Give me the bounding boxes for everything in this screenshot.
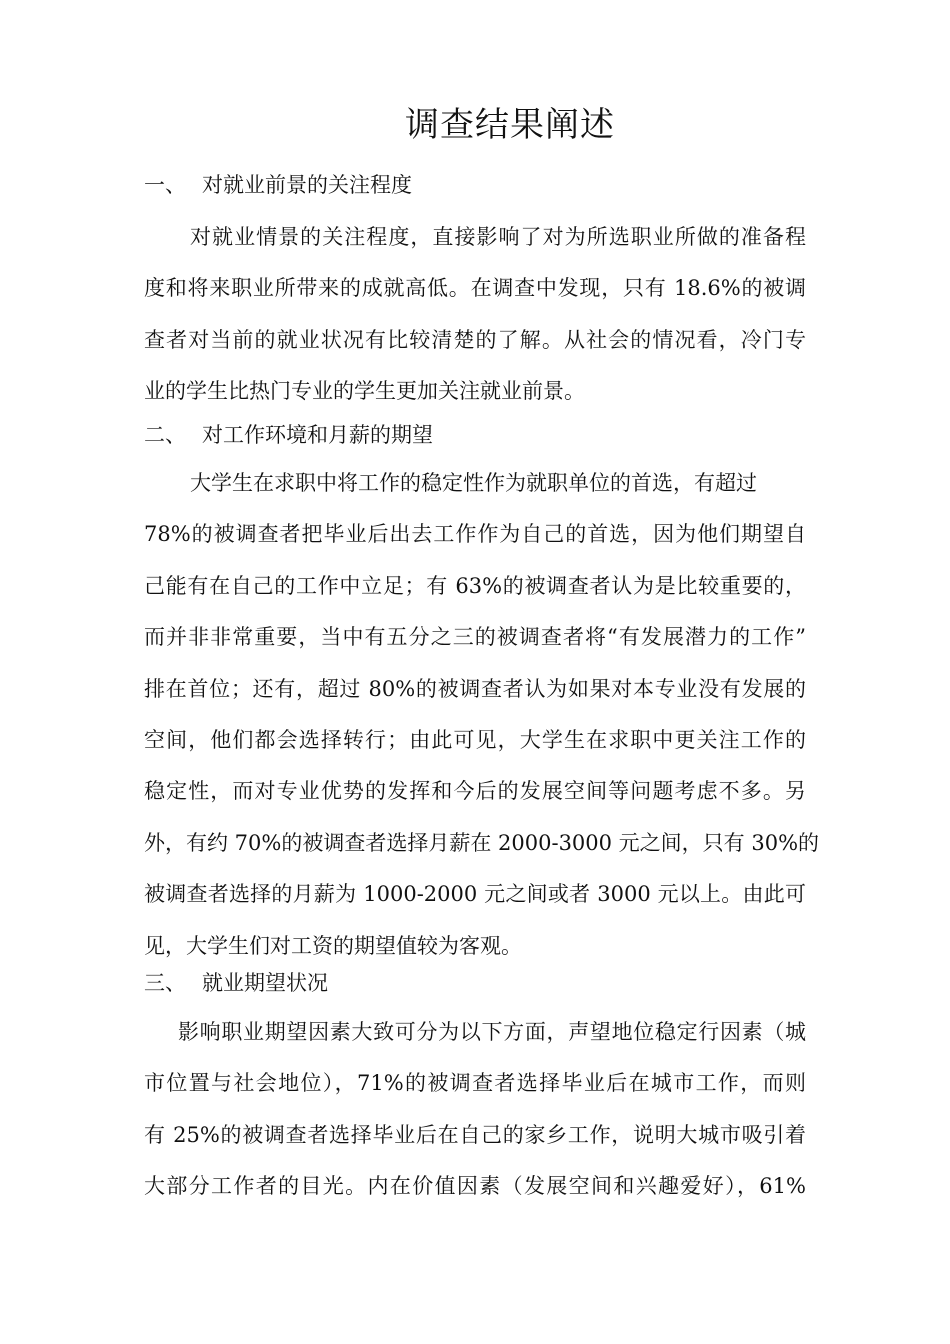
paragraph-line: 大部分工作者的目光。内在价值因素（发展空间和兴趣爱好），61% xyxy=(144,1174,806,1199)
paragraph-line: 影响职业期望因素大致可分为以下方面，声望地位稳定行因素（城 xyxy=(178,1020,806,1044)
paragraph-line: 查者对当前的就业状况有比较清楚的了解。从社会的情况看，冷门专 xyxy=(144,327,806,352)
paragraph-line: 见，大学生们对工资的期望值较为客观。 xyxy=(144,933,522,958)
section-number: 一、 xyxy=(144,173,186,197)
paragraph-line: 对就业情景的关注程度，直接影响了对为所选职业所做的准备程 xyxy=(190,225,806,249)
section-number: 三、 xyxy=(144,971,186,995)
section-number: 二、 xyxy=(144,423,186,447)
paragraph-line: 稳定性，而对专业优势的发挥和今后的发展空间等问题考虑不多。另 xyxy=(144,779,806,804)
paragraph-line: 被调查者选择的月薪为 1000-2000 元之间或者 3000 元以上。由此可 xyxy=(144,882,806,907)
section-heading-text: 对就业前景的关注程度 xyxy=(202,173,412,197)
paragraph-line: 而并非非常重要，当中有五分之三的被调查者将“有发展潜力的工作” xyxy=(144,625,806,650)
paragraph-line: 己能有在自己的工作中立足；有 63%的被调查者认为是比较重要的， xyxy=(144,573,806,598)
paragraph-line: 外，有约 70%的被调查者选择月薪在 2000-3000 元之间，只有 30%的 xyxy=(144,830,820,855)
paragraph-line: 大学生在求职中将工作的稳定性作为就职单位的首选，有超过 xyxy=(190,471,757,495)
section-heading-text: 就业期望状况 xyxy=(202,971,328,995)
paragraph-line: 业的学生比热门专业的学生更加关注就业前景。 xyxy=(144,379,585,404)
section-3-paragraph xyxy=(144,1007,806,1213)
paragraph-line: 78%的被调查者把毕业后出去工作作为自己的首选，因为他们期望自 xyxy=(144,522,806,547)
section-heading-1 xyxy=(144,170,412,200)
paragraph-line: 度和将来职业所带来的成就高低。在调查中发现，只有 18.6%的被调 xyxy=(144,276,806,301)
paragraph-line: 排在首位；还有，超过 80%的被调查者认为如果对本专业没有发展的 xyxy=(144,676,806,701)
section-heading-3 xyxy=(144,968,328,998)
section-2-paragraph xyxy=(144,458,820,972)
section-1-paragraph xyxy=(144,212,806,418)
document-title: 调查结果阐述 xyxy=(405,105,615,145)
section-heading-2 xyxy=(144,420,433,450)
paragraph-line: 空间，他们都会选择转行；由此可见，大学生在求职中更关注工作的 xyxy=(144,727,806,752)
section-heading-text: 对工作环境和月薪的期望 xyxy=(202,423,433,447)
paragraph-line: 有 25%的被调查者选择毕业后在自己的家乡工作，说明大城市吸引着 xyxy=(144,1122,806,1147)
paragraph-line: 市位置与社会地位），71%的被调查者选择毕业后在城市工作，而则 xyxy=(144,1071,806,1096)
